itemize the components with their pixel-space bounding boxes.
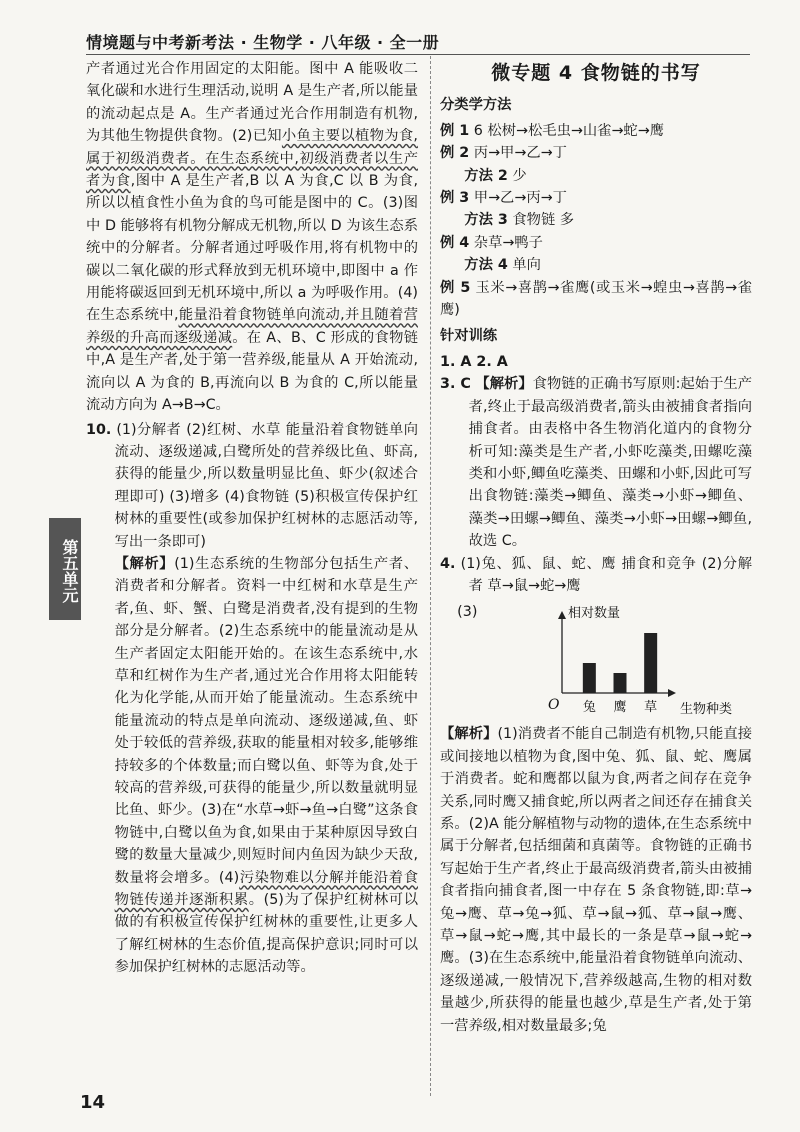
relative-quantity-bar-chart	[536, 601, 736, 719]
origin-label: O	[547, 697, 560, 714]
question-number: 3. C	[440, 376, 471, 393]
example-label: 例 5	[440, 279, 471, 296]
y-axis-label: 相对数量	[567, 606, 620, 622]
analysis-text: 食物链的正确书写原则:起始于生产者,终止于最高级消费者,箭头由被捕食者指向捕食者。由表格中各生物消化道内的食物分析可知:藻类是生产者,小虾吃藻类,田螺吃藻类和小虾,鲫鱼吃藻类、田螺和小虾,因此可写出食物链:藻类→鲫鱼、藻类→小虾→鲫鱼、藻类→田螺→鲫鱼、藻类→小虾→田螺→鲫鱼,故选 C。	[468, 376, 752, 550]
q1-q2-answers: 1. A 2. A	[440, 353, 508, 370]
q3-answer	[440, 373, 752, 552]
q4-chart-block	[440, 601, 752, 719]
method-line	[440, 165, 752, 187]
topic-title: 微专题 4 食物链的书写	[491, 62, 701, 84]
sub-question-label: (3)	[457, 604, 478, 621]
example-text: 6 松树→松毛虫→山雀→蛇→鹰	[473, 122, 665, 139]
analysis-label: 【解析】	[440, 726, 498, 743]
example-text: 丙→甲→乙→丁	[473, 145, 567, 162]
example-line	[440, 120, 752, 142]
example-label: 例 1	[440, 122, 470, 139]
bar-0	[583, 663, 596, 693]
y-axis-arrow	[558, 611, 566, 619]
example-label: 例 2	[440, 145, 470, 162]
text: ,图中 A 是生产者,B 以 A 为食,C 以 B 为食,所以以植食性小鱼为食的鸟可能是图中的 C。(3)图中 D 能够将有机物分解成无机物,所以 D 为该生态系统中的分解者。分解者通过呼吸作用,将有机物中的碳以二氧化碳的形式释放到无机环境中,即图中 a 作用能将碳返回到无机环境中,所以 a 为呼吸作用。(4)在生态系统中,	[86, 173, 418, 324]
q4-answer	[440, 553, 752, 598]
bar-2	[644, 633, 657, 693]
q4-analysis	[440, 723, 752, 1037]
category-label: 草	[644, 700, 658, 716]
q10-analysis	[86, 553, 418, 979]
example-text: 甲→乙→丙→丁	[473, 190, 567, 207]
example-line	[440, 187, 752, 209]
section-heading: 分类学方法	[440, 97, 512, 114]
column-divider	[430, 56, 431, 1096]
unit-side-tab: 第五单元	[49, 518, 81, 620]
page-header: 情境题与中考新考法 · 生物学 · 八年级 · 全一册	[86, 33, 440, 52]
example-label: 例 4	[440, 234, 470, 251]
q10-answer	[86, 419, 418, 553]
analysis-label: 【解析】	[475, 376, 533, 393]
wavy-underlined-text: 小鱼主要以植物为食,属于初级消费者。在生态系统中,初级消费者以生产者为食	[86, 128, 418, 190]
example-text: 食物链 多	[512, 212, 575, 229]
analysis-text: 。(5)为了保护红树林可以做的有积极宣传保护红树林的重要性,让更多人了解红树林的生态价值,提高保护意识;同时可以参加保护红树林的志愿活动等。	[114, 892, 418, 976]
example-text: 单向	[512, 257, 541, 274]
method-line	[440, 209, 752, 231]
example-text: 玉米→喜鹊→雀鹰(或玉米→蝗虫→喜鹊→雀鹰)	[440, 279, 752, 319]
wavy-underlined-text: 污染物难以分解并能沿着食物链传递并逐渐积累	[114, 869, 418, 909]
example-label: 方法 2	[464, 167, 508, 184]
x-axis-arrow	[668, 689, 676, 697]
left-column	[86, 58, 418, 979]
header-rule	[86, 54, 750, 55]
x-axis-label: 生物种类	[679, 702, 732, 718]
example-label: 方法 4	[464, 257, 508, 274]
wavy-underlined-text: 能量沿着食物链单向流动,并且随着营养级的升高而逐级递减	[86, 307, 418, 346]
example-label: 方法 3	[464, 212, 508, 229]
analysis-text: (1)生态系统的生物部分包括生产者、消费者和分解者。资料一中红树和水草是生产者,鱼、虾、蟹、白鹭是消费者,没有提到的生物部分是分解者。(2)生态系统中的能量流动是从生产者固定太阳能开始的。在该生态系统中,水草和红树作为生产者,通过光合作用将太阳能转化为化学能,从而开始了能量流动。生态系统中能量流动的特点是单向流动、逐级递减,鱼、虾处于较低的营养级,获取的能量相对较多,能够维持较多的个体数量;而白鹭以鱼、虾等为食,处于较高的营养级,可获得的能量少,所以数量就明显比鱼、虾少。(3)在“水草→虾→鱼→白鹭”这条食物链中,白鹭以鱼为食,如果由于某种原因导致白鹭的数量大量减少,则短时间内鱼因为缺少天敌,数量将会增多。(4)	[114, 555, 419, 886]
example-text: 少	[512, 167, 527, 184]
method-line	[440, 254, 752, 276]
analysis-label: 【解析】	[114, 555, 175, 572]
right-column	[440, 58, 752, 1037]
question-number: 10.	[86, 421, 112, 438]
answer-text: (1)兔、狐、鼠、蛇、鹰 捕食和竞争 (2)分解者 草→鼠→蛇→鹰	[460, 555, 752, 594]
text: 。在 A、B、C 形成的食物链中,A 是生产者,处于第一营养级,能量从 A 开始流动,流向以 A 为食的 B,再流向以 B 为食的 C,所以能量流动方向为 A→B→C。	[86, 329, 418, 414]
section-heading: 针对训练	[440, 328, 498, 345]
example-label: 例 3	[440, 190, 470, 207]
text: 产者通过光合作用固定的太阳能。图中 A 能吸收二氧化碳和水进行生理活动,说明 A 是生产者,所以能量的流动起点是 A。生产者通过光合作用制造有机物,为其他生物提供食物。(2)已知	[86, 61, 418, 145]
example-line	[440, 277, 752, 322]
answer-text: (1)分解者 (2)红树、水草 能量沿着食物链单向流动、逐级递减,白鹭所处的营养级比鱼、虾高,获得的能量少,所以数量明显比鱼、虾少(叙述合理即可) (3)增多 (4)食物链 (5)积极宣传保护红树林的重要性(或参加保护红树林的志愿活动等,写出一条即可)	[114, 421, 418, 550]
example-line	[440, 142, 752, 164]
example-text: 杂草→鸭子	[473, 234, 543, 251]
q9-analysis-continued	[86, 58, 418, 417]
question-number: 4.	[440, 555, 456, 572]
category-label: 鹰	[613, 700, 627, 716]
bar-1	[613, 673, 626, 693]
analysis-text: (1)消费者不能自己制造有机物,只能直接或间接地以植物为食,图中兔、狐、鼠、蛇、鹰属于消费者。蛇和鹰都以鼠为食,两者之间存在竞争关系,同时鹰又捕食蛇,所以两者之间还存在捕食关系。(2)A 能分解植物与动物的遗体,在生态系统中属于分解者,包括细菌和真菌等。食物链的正确书写起始于生产者,终止于最高级消费者,箭头由被捕食者指向捕食者,图一中存在 5 条食物链,即:草→兔→鹰、草→兔→狐、草→鼠→狐、草→鼠→鹰、草→鼠→蛇→鹰,其中最长的一条是草→鼠→蛇→鹰。(3)在生态系统中,能量沿着食物链单向流动、逐级递减,一般情况下,营养级越高,生物的相对数量越少,所获得的能量也越少,草是生产者,处于第一营养级,相对数量最多;兔	[440, 726, 753, 1034]
page-number: 14	[80, 1092, 106, 1113]
example-line	[440, 232, 752, 254]
category-label: 兔	[582, 700, 596, 716]
example-list	[440, 120, 752, 322]
